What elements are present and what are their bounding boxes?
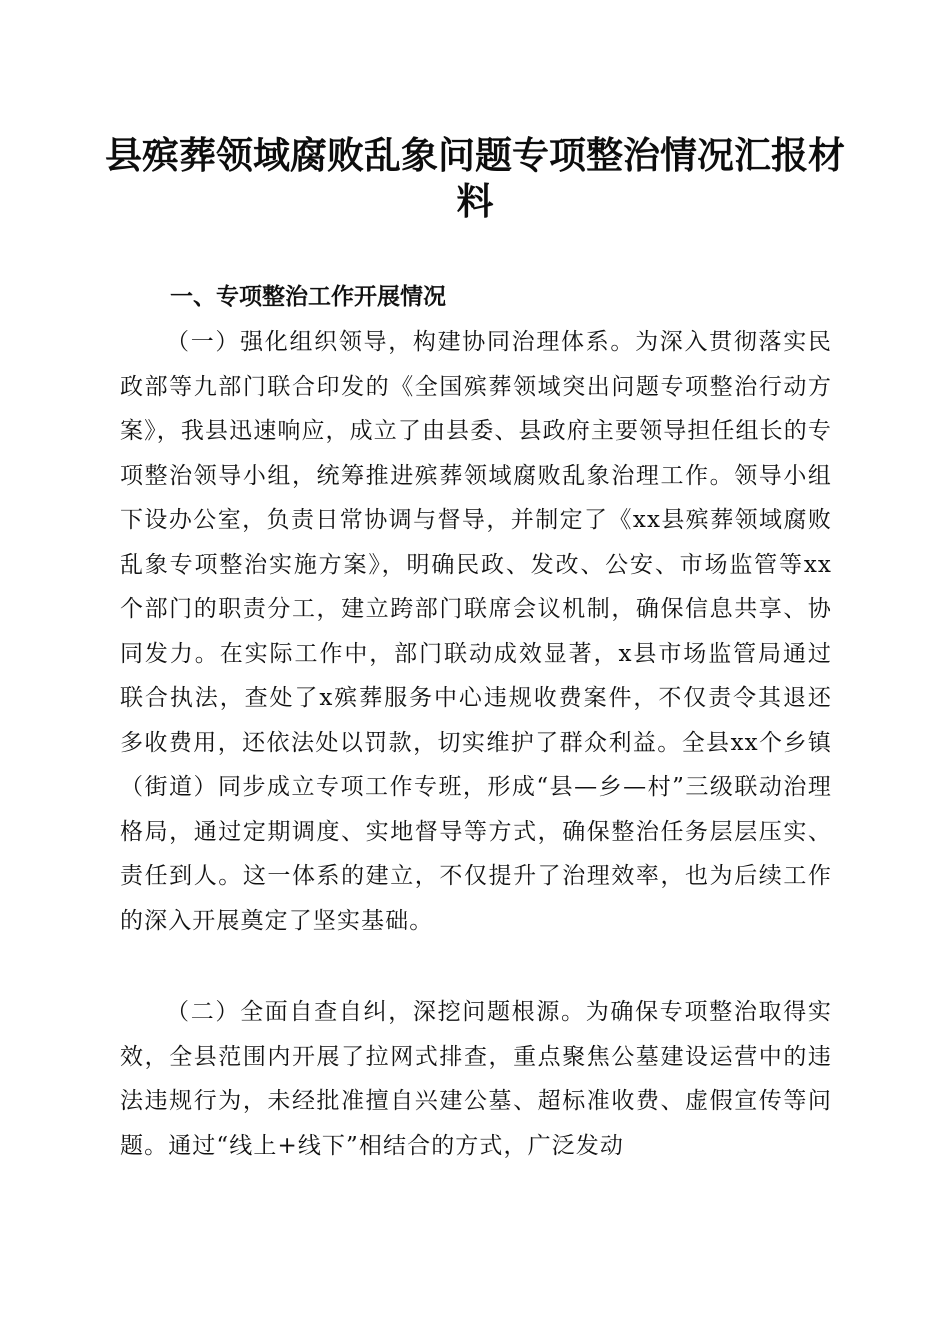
paragraph-2-lead: （二）全面自查自纠，深挖问题根源。 — [166, 999, 586, 1025]
paragraph-1 — [120, 320, 832, 943]
document-title: 县殡葬领域腐败乱象问题专项整治情况汇报材料 — [105, 133, 845, 223]
paragraph-1-lead: （一）强化组织领导，构建协同治理体系。 — [166, 329, 636, 355]
paragraph-1-body: 为深入贯彻落实民政部等九部门联合印发的《全国殡葬领域突出问题专项整治行动方案》，我县迅速响应，成立了由县委、县政府主要领导担任组长的专项整治领导小组，统筹推进殡葬领域腐败乱象治理工作。领导小组下设办公室，负责日常协调与督导，并制定了《xx县殡葬领域腐败乱象专项整治实施方案》，明确民政、发改、公安、市场监管等xx个部门的职责分工，建立跨部门联席会议机制，确保信息共享、协同发力。在实际工作中，部门联动成效显著，x县市场监管局通过联合执法，查处了x殡葬服务中心违规收费案件，不仅责令其退还多收费用，还依法处以罚款，切实维护了群众利益。全县xx个乡镇（街道）同步成立专项工作专班，形成“县—乡—村”三级联动治理格局，通过定期调度、实地督导等方式，确保整治任务层层压实、责任到人。这一体系的建立，不仅提升了治理效率，也为后续工作的深入开展奠定了坚实基础。 — [120, 329, 832, 934]
section-heading-1: 一、专项整治工作开展情况 — [170, 284, 446, 310]
paragraph-2 — [120, 990, 832, 1168]
paragraph-2-body: 为确保专项整治取得实效，全县范围内开展了拉网式排查，重点聚焦公墓建设运营中的违法违规行为，未经批准擅自兴建公墓、超标准收费、虚假宣传等问题。通过“线上+线下”相结合的方式，广泛发动 — [120, 999, 832, 1159]
